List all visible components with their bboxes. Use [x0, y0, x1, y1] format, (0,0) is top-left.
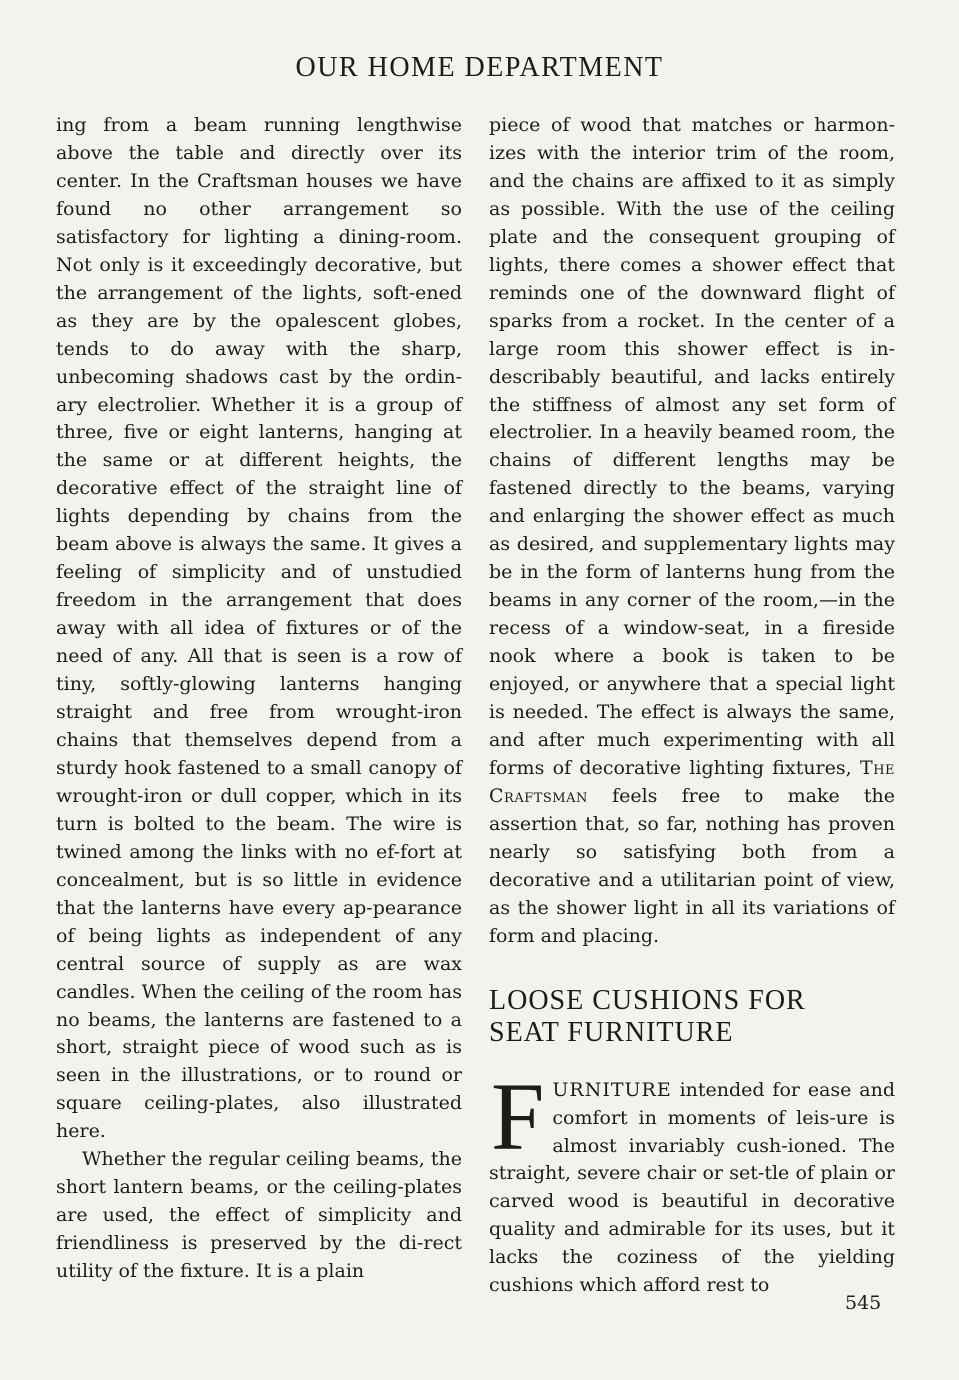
page-number: 545 [845, 1292, 882, 1314]
first-word: URNITURE [552, 1078, 672, 1101]
right-column [489, 112, 895, 1300]
left-column [56, 112, 462, 1286]
paragraph-text: feels free to make the assertion that, so far, nothing has proven nearly so satisfying both from a decorative and a utilitarian point of view, as the shower light in all its variations of form and placing. [489, 784, 895, 947]
paragraph [489, 112, 895, 951]
paragraph [489, 1062, 896, 1301]
section-title-line: SEAT FURNITURE [489, 1016, 734, 1048]
section-title [489, 985, 895, 1049]
paragraph: ing from a beam running lengthwise above the table and directly over its center. In the Craftsman houses we have found no other arrangement so satisfactory for lighting a dining-room. Not only is it exceedingly decorative, but the arrangement of the lights, soft-ened as they are by the opalescent globes, tends to do away with the sharp, unbecoming shadows cast by the ordin-ary electrolier. Whether it is a group of three, five or eight lanterns, hanging at the same or at different heights, the decorative effect of the straight line of lights depending by chains from the beam above is always the same. It gives a feeling of simplicity and of unstudied freedom in the arrangement that does away with all idea of fixtures or of the need of any. All that is seen is a row of tiny, softly-glowing lanterns hanging straight and free from wrought-iron chains that themselves depend from a sturdy hook fastened to a small canopy of wrought-iron or dull copper, which in its turn is bolted to the beam. The wire is twined among the links with no ef-fort at concealment, but is so little in evidence that the lanterns have every ap-pearance of being lights as independent of any central source of supply as are wax candles. When the ceiling of the room has no beams, the lanterns are fastened to a short, straight piece of wood such as is seen in the illustrations, or to round or square ceiling-plates, also illustrated here. [56, 114, 462, 1143]
section-title-line: LOOSE CUSHIONS FOR [489, 984, 806, 1016]
drop-cap: F [491, 1062, 545, 1170]
paragraph-text: piece of wood that matches or harmon-izes with the interior trim of the room, and the chains are affixed to it as simply as possible. With the use of the ceiling plate and the consequent grouping of lights, there comes a shower effect that reminds one of the downward flight of sparks from a rocket. In the center of a large room this shower effect is in-describably beautiful, and lacks entirely the stiffness of almost any set form of electrolier. In a heavily beamed room, the chains of different lengths may be fastened directly to the beams, varying and enlarging the shower effect as much as desired, and supplementary lights may be in the form of lanterns hung from the beams in any corner of the room,—in the recess of a window-seat, in a fireside nook where a book is taken to be enjoyed, or anywhere that a special light is needed. The effect is always the same, and after much experimenting with all forms of decorative lighting fixtures, [489, 114, 895, 779]
magazine-name: The Craftsman [489, 756, 896, 807]
running-header: OUR HOME DEPARTMENT [295, 52, 664, 83]
paragraph: Whether the regular ceiling beams, the short lantern beams, or the ceiling-plates are used, the effect of simplicity and friendliness is preserved by the di-rect utility of the fixture. It is a plain [56, 1148, 462, 1283]
paragraph-text: intended for ease and comfort in moments of leis-ure is almost invariably cush-ioned. The straight, severe chair or set-tle of plain or carved wood is beautiful in decorative quality and admirable for its uses, but it lacks the coziness of the yielding cushions which afford rest to [489, 1078, 896, 1297]
